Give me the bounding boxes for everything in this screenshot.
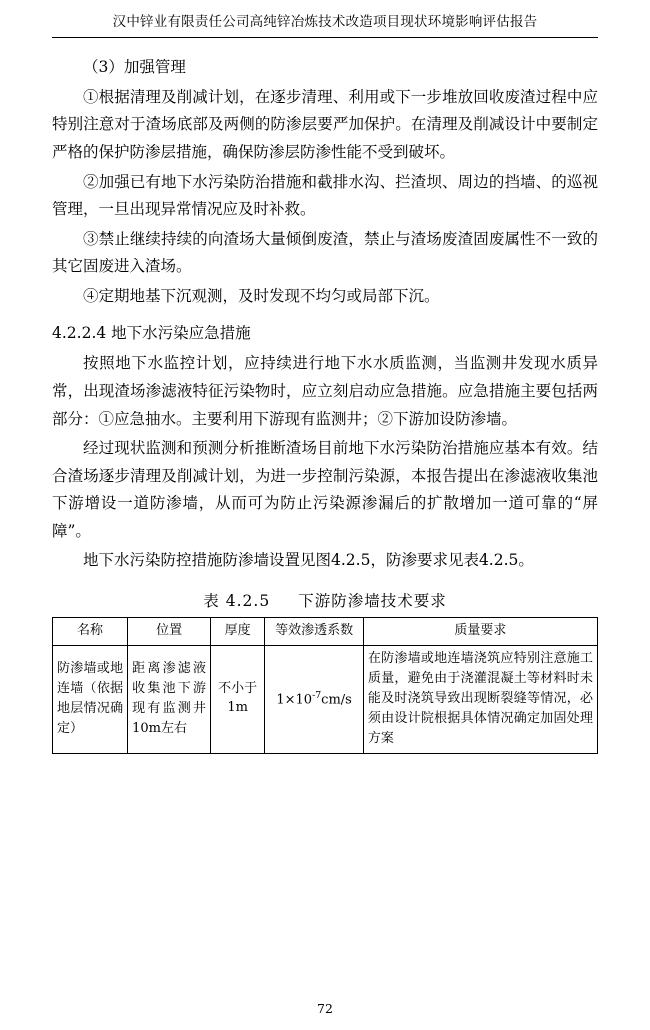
table-row [53, 645, 598, 753]
column-header-permeability: 等效渗透系数 [265, 617, 364, 645]
header-title: 汉中锌业有限责任公司高纯锌冶炼技术改造项目现状环境影响评估报告 [112, 14, 538, 30]
header-divider [52, 37, 598, 38]
page-footer [0, 1001, 650, 1016]
column-header-thickness: 厚度 [211, 617, 265, 645]
column-header-quality: 质量要求 [363, 617, 597, 645]
table-header-row [53, 617, 598, 645]
permeability-unit: cm/s [321, 691, 352, 707]
cell-thickness: 不小于1m [211, 645, 265, 753]
cell-position: 距离渗滤液收集池下游现有监测井10m左右 [128, 645, 211, 753]
section-paragraph-1: 按照地下水监控计划，应持续进行地下水水质监测，当监测井发现水质异常，出现渣场渗滤液特征污染物时，应立刻启动应急措施。应急措施主要包括两部分：①应急抽水。主要利用下游现有监测井；②下游加设防渗墙。 [52, 354, 598, 428]
permeability-value: 1×10 [276, 691, 313, 707]
table-caption-label: 表 [203, 591, 220, 610]
table-caption-title: 下游防渗墙技术要求 [298, 591, 447, 610]
paragraph-4: ④定期地基下沉观测，及时发现不均匀或局部下沉。 [83, 286, 440, 305]
heading-measures: （3）加强管理 [83, 58, 186, 77]
column-header-position: 位置 [128, 617, 211, 645]
column-header-name: 名称 [53, 617, 128, 645]
page-number: 72 [317, 1001, 333, 1016]
paragraph-2: ②加强已有地下水污染防治措施和截排水沟、拦渣坝、周边的挡墙、的巡视管理，一旦出现异常情况应及时补救。 [52, 172, 598, 219]
permeability-exponent: -7 [312, 689, 322, 701]
cell-name: 防渗墙或地连墙（依据地层情况确定） [53, 645, 128, 753]
section-heading-4-2-2-4: 4.2.2.4 地下水污染应急措施 [52, 324, 251, 343]
section-paragraph-3: 地下水污染防控措施防渗墙设置见图4.2.5，防渗要求见表4.2.5。 [83, 551, 534, 570]
paragraph-3: ③禁止继续持续的向渣场大量倾倒废渣，禁止与渣场废渣固废属性不一致的其它固废进入渣场。 [52, 229, 598, 276]
page-header [52, 12, 598, 37]
tech-requirements-table [52, 617, 598, 754]
table-caption [52, 589, 598, 611]
section-paragraph-2: 经过现状监测和预测分析推断渣场目前地下水污染防治措施应基本有效。结合渣场逐步清理及削减计划，为进一步控制污染源，本报告提出在渗滤液收集池下游增设一道防渗墙，从而可为防止污染源渗漏后的扩散增加一道可靠的“屏障”。 [52, 439, 598, 540]
paragraph-1: ①根据清理及削减计划，在逐步清理、利用或下一步堆放回收废渣过程中应特别注意对于渣场底部及两侧的防渗层要严加保护。在清理及削减设计中要制定严格的保护防渗层措施，确保防渗层防渗性能不受到破坏。 [52, 87, 598, 161]
cell-quality: 在防渗墙或地连墙浇筑应特别注意施工质量，避免由于浇灌混凝土等材料时未能及时浇筑导致出现断裂缝等情况，必须由设计院根据具体情况确定加固处理方案 [363, 645, 597, 753]
cell-permeability [265, 645, 364, 753]
table-caption-number: 4.2.5 [225, 591, 271, 610]
